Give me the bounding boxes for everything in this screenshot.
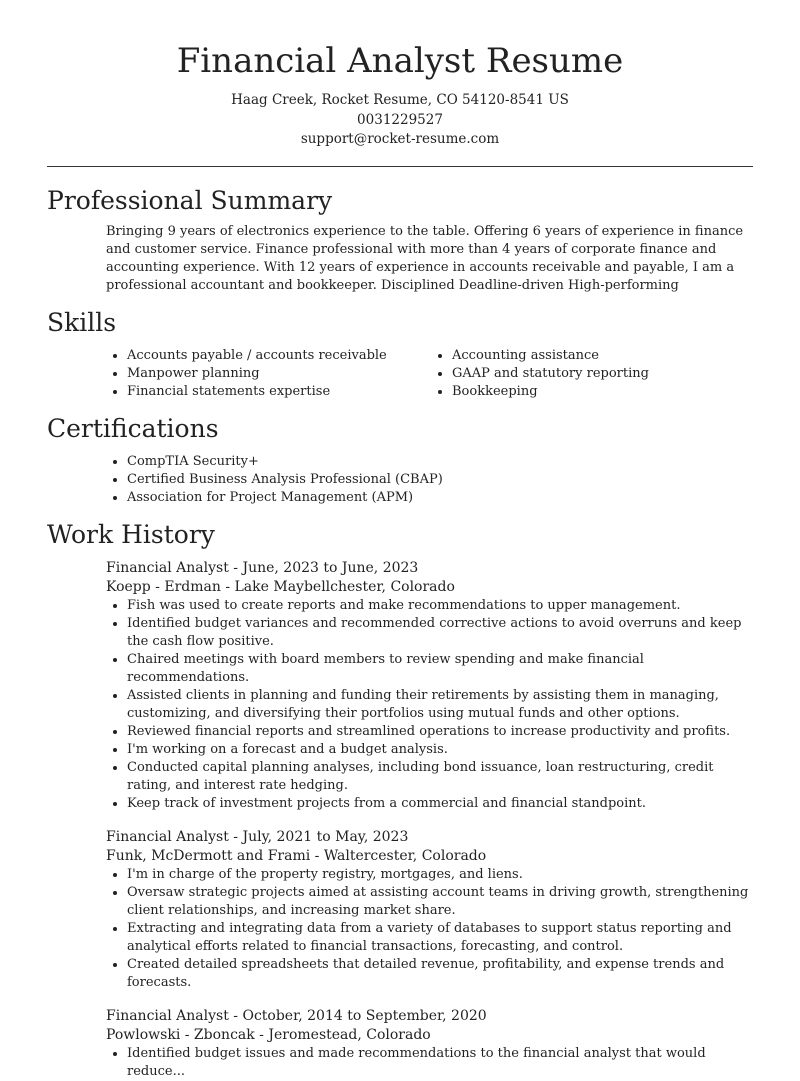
job-bullet: • Oversaw strategic projects aimed at assisting account teams in driving growth, strengthening client relationships, and increasing market share. — [127, 884, 752, 920]
certifications-list — [106, 453, 800, 507]
certifications-heading: Certifications — [47, 413, 219, 443]
work-history-heading: Work History — [47, 519, 215, 549]
job-entry — [106, 828, 752, 992]
skill-item: • Financial statements expertise — [127, 383, 431, 401]
contact-phone: 0031229527 — [357, 111, 443, 128]
job-bullet: • Conducted capital planning analyses, including bond issuance, loan restructuring, credit rating, and interest rate hedging. — [127, 759, 752, 795]
skill-item: • Accounts payable / accounts receivable — [127, 347, 431, 365]
certification-item: • Certified Business Analysis Professional (CBAP) — [127, 471, 800, 489]
skills-list — [106, 347, 756, 401]
job-bullet: • I'm in charge of the property registry, mortgages, and liens. — [127, 866, 752, 884]
work-history-list — [0, 559, 800, 1081]
skills-column-left — [106, 347, 431, 401]
resume-header — [0, 0, 800, 150]
contact-address: Haag Creek, Rocket Resume, CO 54120-8541 US — [231, 92, 569, 108]
resume-title: Financial Analyst Resume — [176, 41, 624, 81]
job-title-line: Financial Analyst - July, 2021 to May, 2023 — [106, 828, 409, 845]
summary-heading: Professional Summary — [47, 185, 333, 215]
job-entry — [106, 559, 752, 813]
job-entry — [106, 1007, 752, 1081]
job-company-line: Funk, McDermott and Frami - Waltercester, Colorado — [106, 847, 487, 864]
job-bullet: • Keep track of investment projects from a commercial and financial standpoint. — [127, 795, 752, 813]
job-bullet: • Reviewed financial reports and streamlined operations to increase productivity and profits. — [127, 723, 752, 741]
job-bullets — [106, 597, 752, 813]
summary-section — [106, 223, 752, 295]
job-bullets — [106, 866, 752, 992]
job-bullets — [106, 1045, 752, 1081]
skills-column-right — [431, 347, 756, 401]
job-bullet: • Identified budget variances and recommended corrective actions to avoid overruns and keep the cash flow positive. — [127, 615, 752, 651]
contact-email[interactable]: support@rocket-resume.com — [300, 131, 500, 147]
job-bullet: • I'm working on a forecast and a budget analysis. — [127, 741, 752, 759]
job-bullet: • Created detailed spreadsheets that detailed revenue, profitability, and expense trends and forecasts. — [127, 956, 752, 992]
summary-text: Bringing 9 years of electronics experience to the table. Offering 6 years of experience in finance and customer service. Finance professional with more than 4 years of corporate finance and accounting experience. With 12 years of experience in accounts receivable and payable, I am a professional accountant and bookkeeper. Disciplined Deadline-driven High-performing — [106, 223, 744, 293]
job-bullet: • Chaired meetings with board members to review spending and make financial recommendations. — [127, 651, 752, 687]
certification-item: • Association for Project Management (APM) — [127, 489, 800, 507]
job-title-line: Financial Analyst - June, 2023 to June, 2023 — [106, 559, 419, 576]
job-company-line: Koepp - Erdman - Lake Maybellchester, Colorado — [106, 578, 455, 595]
job-company-line: Powlowski - Zboncak - Jeromestead, Colorado — [106, 1026, 431, 1043]
job-bullet: • Identified budget issues and made recommendations to the financial analyst that would reduce... — [127, 1045, 752, 1081]
skills-heading: Skills — [47, 307, 117, 337]
skill-item: • Manpower planning — [127, 365, 431, 383]
job-bullet: • Fish was used to create reports and make recommendations to upper management. — [127, 597, 752, 615]
job-bullet: • Extracting and integrating data from a variety of databases to support status reporting and analytical efforts related to financial transactions, forecasting, and control. — [127, 920, 752, 956]
header-divider — [47, 166, 753, 167]
job-title-line: Financial Analyst - October, 2014 to September, 2020 — [106, 1007, 487, 1024]
job-bullet: • Assisted clients in planning and funding their retirements by assisting them in managing, customizing, and diversifying their portfolios using mutual funds and other options. — [127, 687, 752, 723]
skill-item: • Bookkeeping — [452, 383, 756, 401]
certifications-bullets — [106, 453, 800, 507]
certification-item: • CompTIA Security+ — [127, 453, 800, 471]
skill-item: • GAAP and statutory reporting — [452, 365, 756, 383]
skill-item: • Accounting assistance — [452, 347, 756, 365]
